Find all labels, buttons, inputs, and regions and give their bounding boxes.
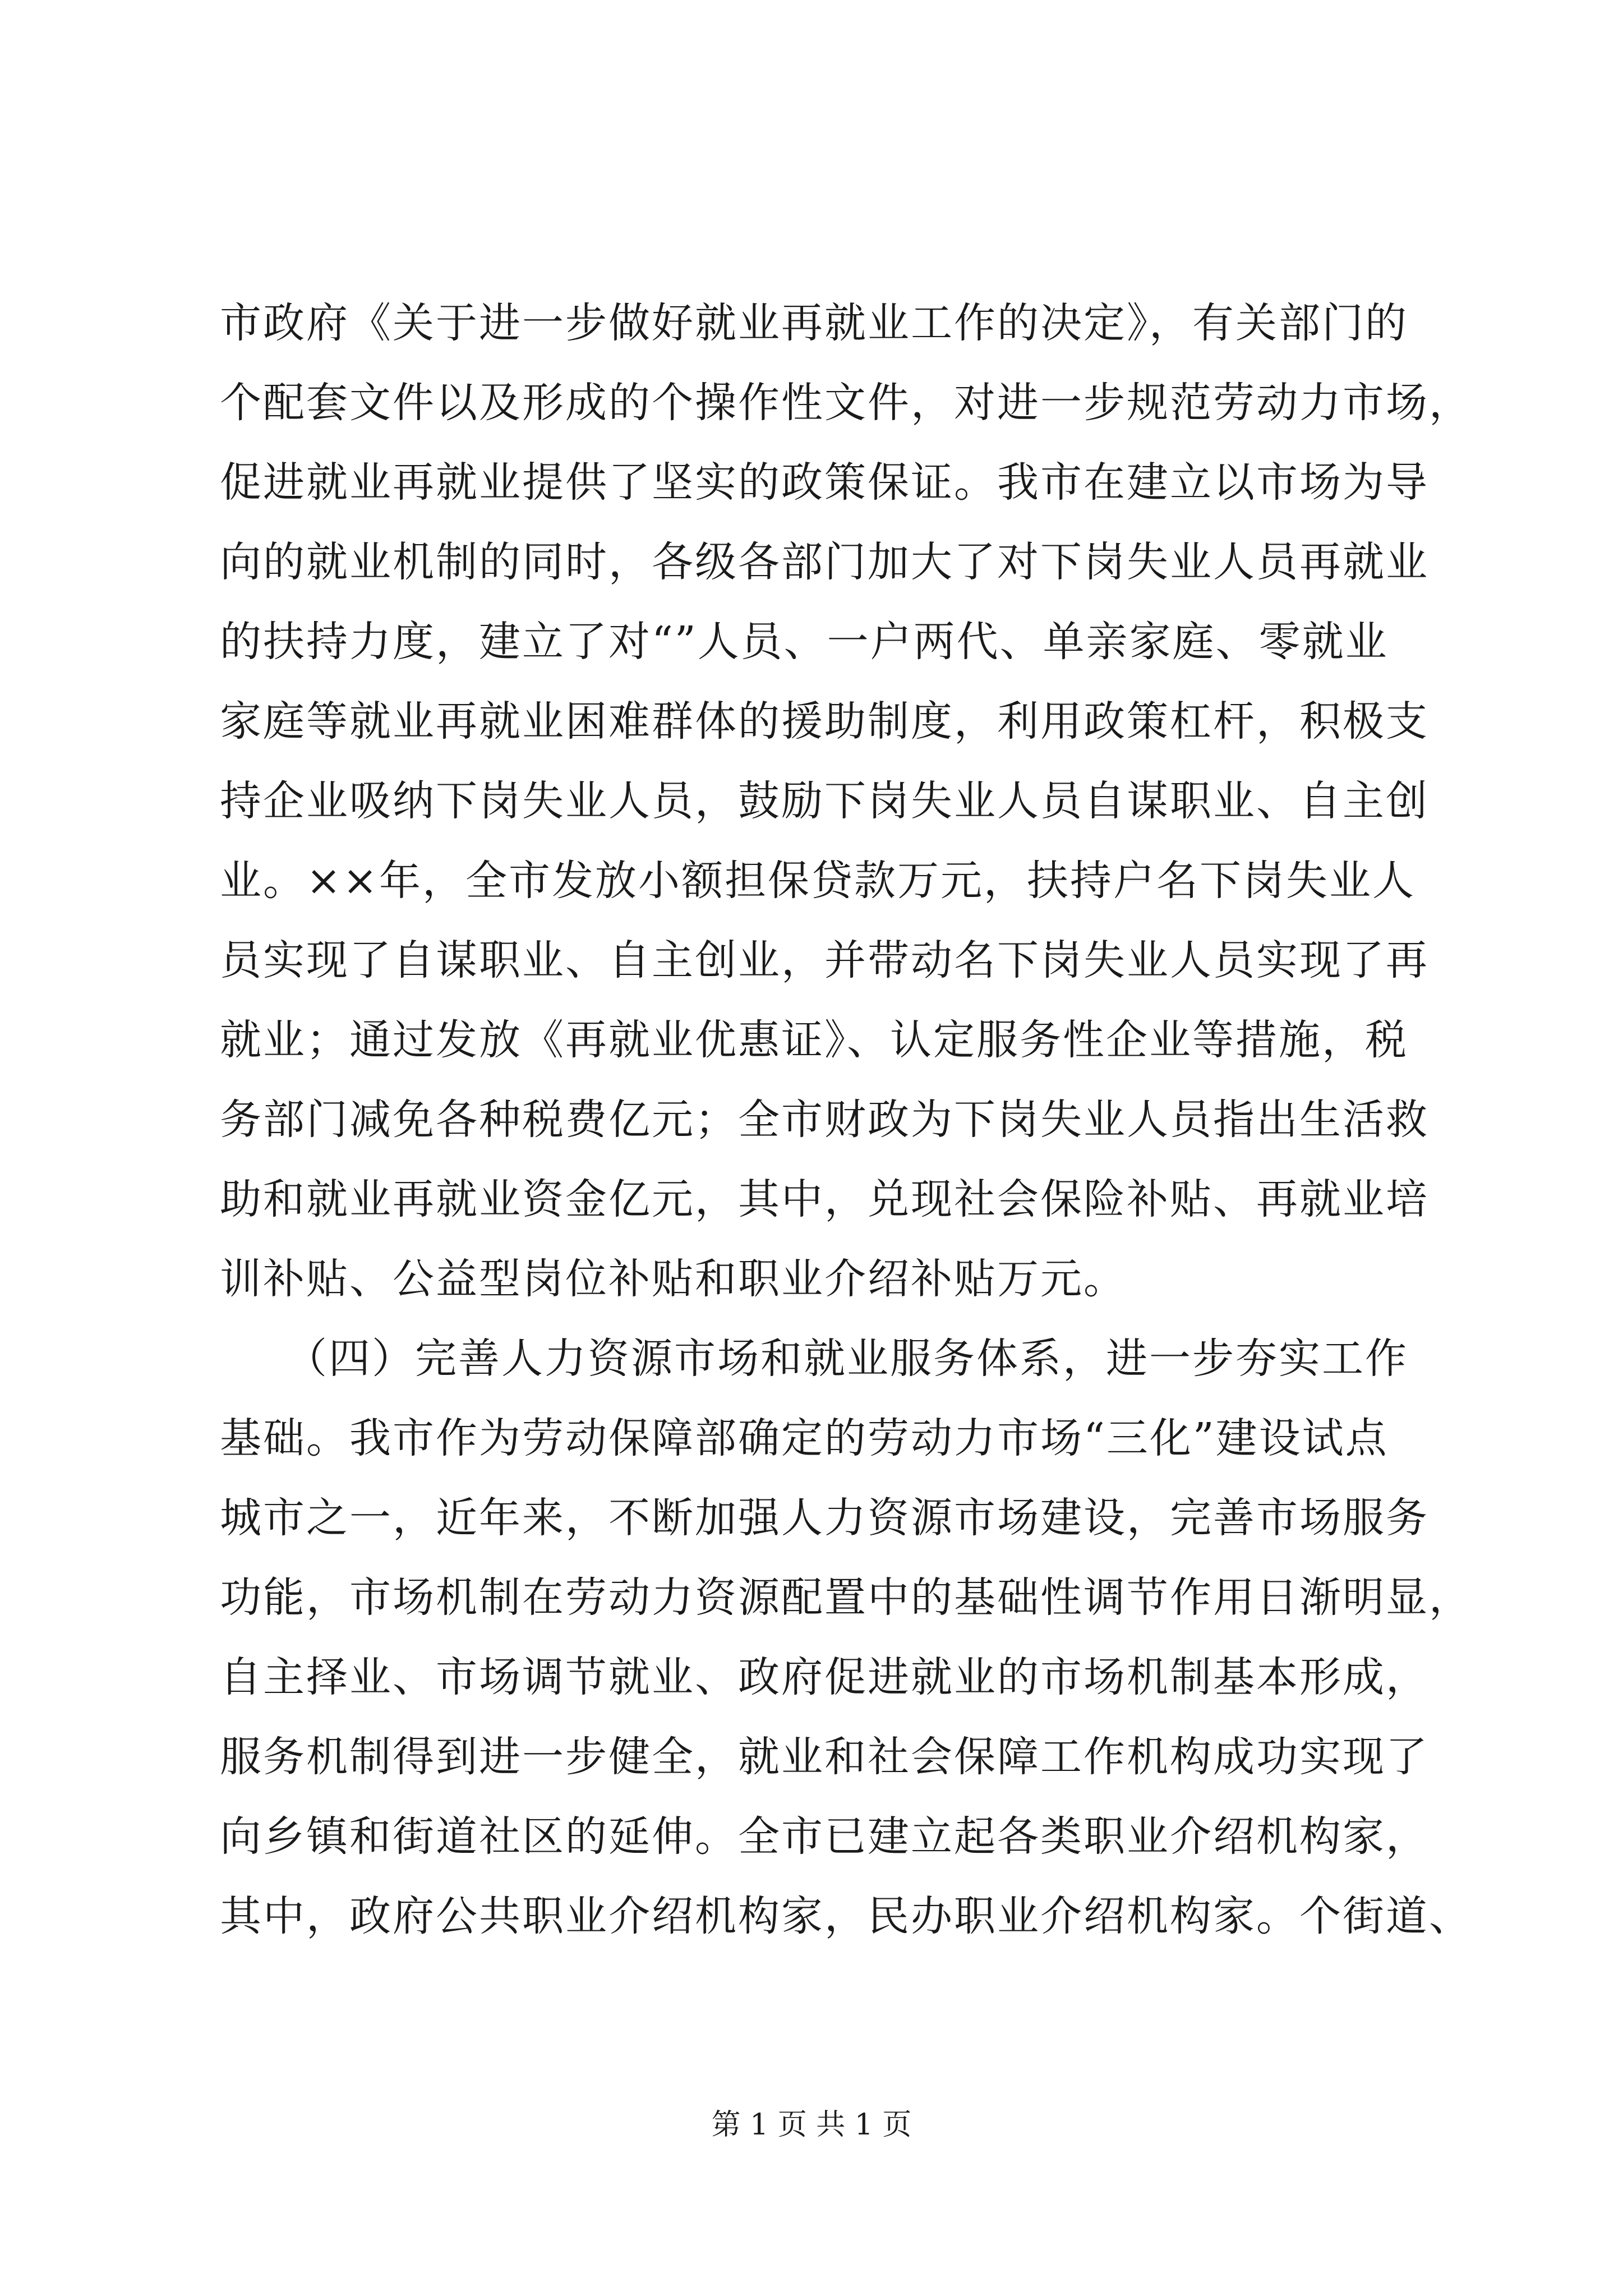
text-line: 自主择业、市场调节就业、政府促进就业的市场机制基本形成， — [220, 1653, 1429, 1701]
text-line: 训补贴、公益型岗位补贴和职业介绍补贴万元。 — [220, 1255, 1127, 1303]
text-line: 个配套文件以及形成的个操作性文件，对进一步规范劳动力市场， — [220, 379, 1472, 427]
page-footer: 第 1 页 共 1 页 — [711, 2108, 912, 2142]
text-line: 务部门减免各种税费亿元；全市财政为下岗失业人员指出生活救 — [220, 1096, 1429, 1144]
text-line: （四）完善人力资源市场和就业服务体系，进一步夯实工作 — [220, 1335, 1408, 1383]
text-line: 的扶持力度，建立了对“”人员、一户两代、单亲家庭、零就业 — [220, 618, 1389, 666]
text-line: 促进就业再就业提供了坚实的政策保证。我市在建立以市场为导 — [220, 458, 1429, 507]
text-line: 基础。我市作为劳动保障部确定的劳动力市场“三化”建设试点 — [220, 1414, 1389, 1462]
text-line: 向乡镇和街道社区的延伸。全市已建立起各类职业介绍机构家， — [220, 1812, 1429, 1861]
text-line: 家庭等就业再就业困难群体的援助制度，利用政策杠杆，积极支 — [220, 697, 1429, 746]
text-line: 城市之一，近年来，不断加强人力资源市场建设，完善市场服务 — [220, 1494, 1429, 1542]
text-line: 服务机制得到进一步健全，就业和社会保障工作机构成功实现了 — [220, 1733, 1429, 1781]
text-line: 助和就业再就业资金亿元，其中，兑现社会保险补贴、再就业培 — [220, 1175, 1429, 1223]
text-line: 市政府《关于进一步做好就业再就业工作的决定》，有关部门的 — [220, 299, 1408, 347]
text-line: 向的就业机制的同时，各级各部门加大了对下岗失业人员再就业 — [220, 538, 1429, 586]
text-line: 其中，政府公共职业介绍机构家，民办职业介绍机构家。个街道、 — [220, 1892, 1472, 1940]
text-line: 持企业吸纳下岗失业人员，鼓励下岗失业人员自谋职业、自主创 — [220, 777, 1429, 825]
text-line: 功能，市场机制在劳动力资源配置中的基础性调节作用日渐明显， — [220, 1573, 1472, 1622]
body-text — [220, 283, 1472, 1956]
text-line: 业。××年，全市发放小额担保贷款万元，扶持户名下岗失业人 — [220, 857, 1416, 905]
text-line: 就业；通过发放《再就业优惠证》、认定服务性企业等措施，税 — [220, 1016, 1408, 1064]
text-line: 员实现了自谋职业、自主创业，并带动名下岗失业人员实现了再 — [220, 936, 1429, 984]
